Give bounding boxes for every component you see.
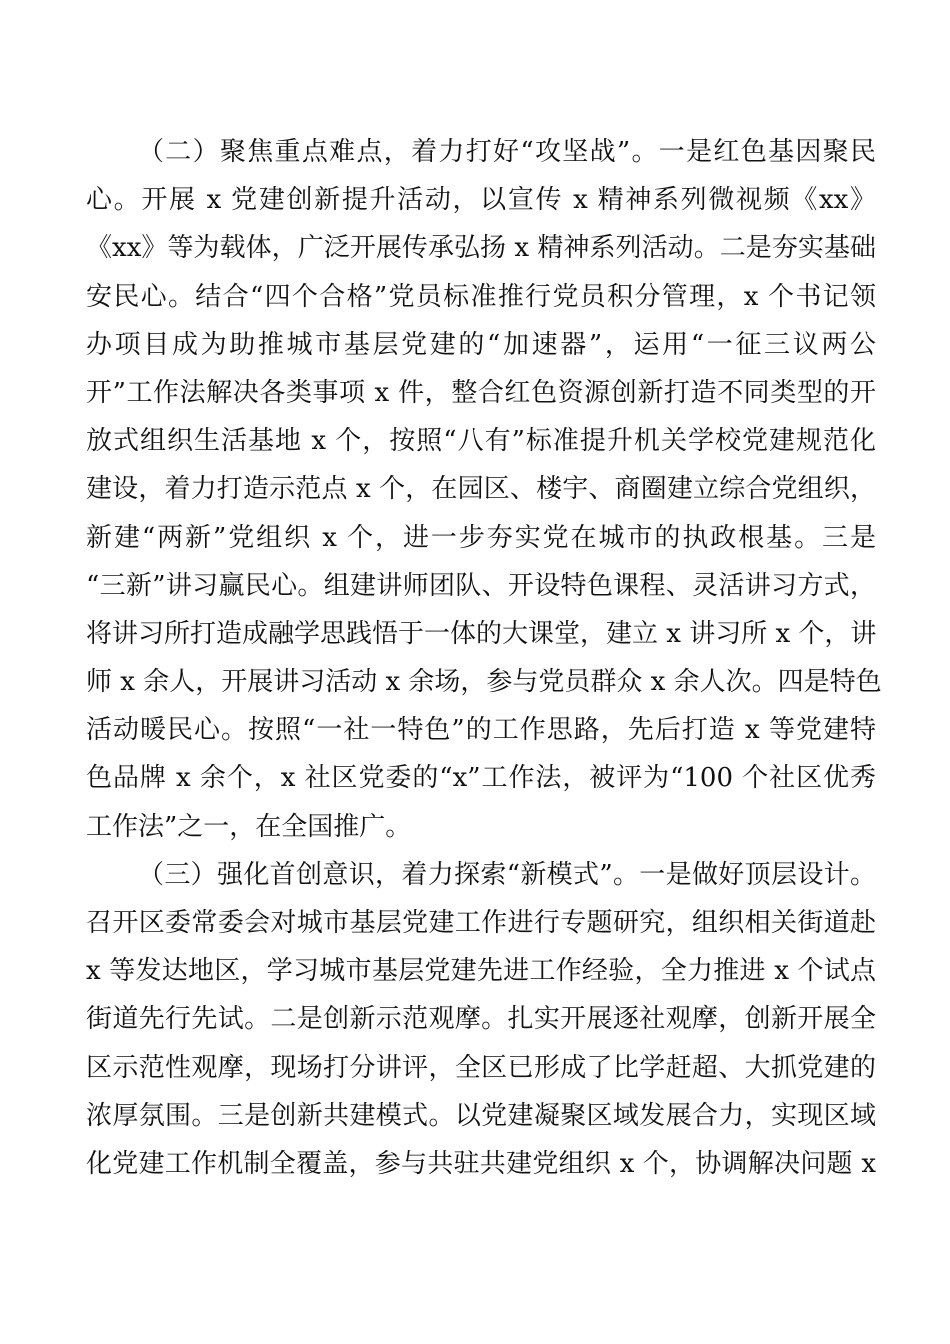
text-line: 化党建工作机制全覆盖，参与共驻共建党组织 x 个，协调解决问题 x bbox=[86, 1148, 876, 1179]
text-line: 放式组织生活基地 x 个，按照“八有”标准提升机关学校党建规范化 bbox=[86, 426, 876, 457]
text-line: 师 x 余人，开展讲习活动 x 余场，参与党员群众 x 余人次。四是特色 bbox=[86, 667, 882, 698]
paragraph bbox=[86, 128, 882, 851]
text-line: 安民心。结合“四个合格”党员标准推行党员积分管理，x 个书记领 bbox=[86, 281, 876, 312]
text-line: 开”工作法解决各类事项 x 件，整合红色资源创新打造不同类型的开 bbox=[86, 377, 876, 408]
text-line: 将讲习所打造成融学思践悟于一体的大课堂，建立 x 讲习所 x 个，讲 bbox=[86, 618, 877, 649]
text-line: 建设，着力打造示范点 x 个，在园区、楼宇、商圈建立综合党组织， bbox=[86, 474, 876, 505]
text-line: 街道先行先试。二是创新示范观摩。扎实开展逐社观摩，创新开展全 bbox=[86, 1004, 876, 1035]
text-line: （二）聚焦重点难点，着力打好“攻坚战”。一是红色基因聚民 bbox=[138, 137, 876, 167]
text-line: x 等发达地区，学习城市基层党建先进工作经验，全力推进 x 个试点 bbox=[86, 956, 876, 987]
text-line: 色品牌 x 余个，x 社区党委的“x”工作法，被评为“100 个社区优秀 bbox=[86, 763, 876, 794]
text-line: （三）强化首创意识，着力探索“新模式”。一是做好顶层设计。 bbox=[138, 859, 876, 890]
text-line: 浓厚氛围。三是创新共建模式。以党建凝聚区域发展合力，实现区域 bbox=[86, 1100, 876, 1131]
text-line: 心。开展 x 党建创新提升活动，以宣传 x 精神系列微视频《xx》 bbox=[86, 185, 876, 216]
document-body bbox=[86, 128, 882, 1188]
text-line: “三新”讲习赢民心。组建讲师团队、开设特色课程、灵活讲习方式， bbox=[86, 570, 876, 601]
text-line: 新建“两新”党组织 x 个，进一步夯实党在城市的执政根基。三是 bbox=[86, 522, 876, 553]
text-line: 工作法”之一，在全国推广。 bbox=[86, 811, 412, 842]
paragraph bbox=[86, 851, 876, 1188]
text-line: 办项目成为助推城市基层党建的“加速器”，运用“一征三议两公 bbox=[86, 329, 876, 360]
text-line: 活动暖民心。按照“一社一特色”的工作思路，先后打造 x 等党建特 bbox=[86, 715, 876, 746]
text-line: 《xx》等为载体，广泛开展传承弘扬 x 精神系列活动。二是夯实基础 bbox=[86, 233, 876, 264]
text-line: 召开区委常委会对城市基层党建工作进行专题研究，组织相关街道赴 bbox=[86, 908, 876, 938]
text-line: 区示范性观摩，现场打分讲评，全区已形成了比学赶超、大抓党建的 bbox=[86, 1052, 876, 1083]
